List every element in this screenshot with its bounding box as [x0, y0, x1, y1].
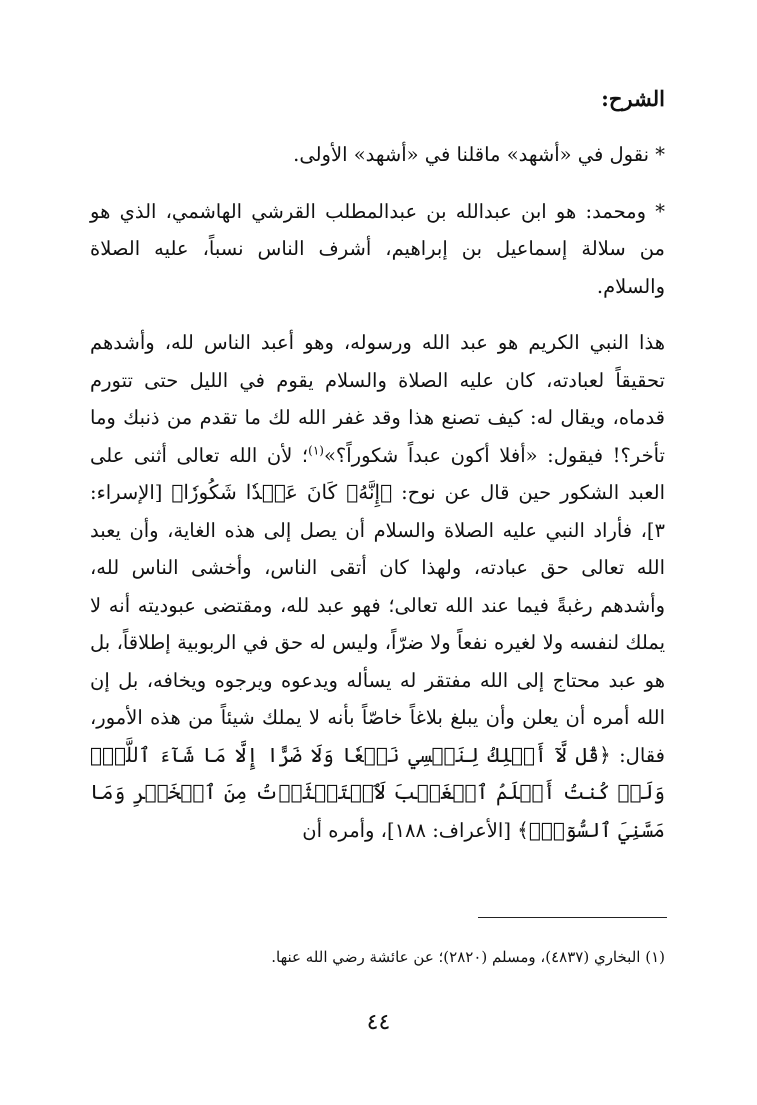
footnote-divider: [478, 917, 667, 918]
main-text: [90, 136, 665, 849]
quran-verse: ﴿إِنَّهُۥ كَانَ عَبۡدٗا شَكُورٗا﴾: [171, 480, 393, 504]
paragraph-muhammad-lineage: * ومحمد: هو ابن عبدالله بن عبدالمطلب القرشي الهاشمي، الذي هو من سلالة إسماعيل بن إبراهيم، أشرف الناس نسباً، عليه الصلاة والسلام.: [90, 199, 665, 298]
footnote: (١) البخاري (٤٨٣٧)، ومسلم (٢٨٢٠)؛ عن عائشة رضي الله عنها.: [271, 948, 665, 966]
paragraph-text: [الأعراف: ١٨٨]، وأمره أن: [302, 818, 511, 842]
paragraph-text: ؛ لأن الله تعالى أثنى على العبد الشكور حين قال عن نوح:: [90, 443, 665, 504]
footnote-reference: (١): [308, 443, 324, 457]
paragraph-ashhad-note: * نقول في «أشهد» ماقلنا في «أشهد» الأولى.: [293, 143, 665, 166]
quran-verse: ﴿قُل لَّآ أَمۡلِكُ لِنَفۡسِي نَفۡعٗا وَلَا ضَرًّا إِلَّا مَا شَآءَ ٱللَّهُۚ وَلَوۡ كُنتُ أَعۡلَمُ ٱلۡغَيۡبَ لَٱسۡتَكۡثَرۡتُ مِنَ ٱلۡخَيۡرِ وَمَا مَسَّنِيَ ٱلسُّوٓءُۚ﴾: [90, 742, 665, 842]
page-number: ٤٤: [366, 1010, 391, 1035]
section-heading: الشرح:: [601, 86, 665, 111]
paragraph-text: هذا النبي الكريم هو عبد الله ورسوله، وهو أعبد الناس لله، وأشدهم تحقيقاً لعبادته، كان عليه الصلاة والسلام يقوم في الليل حتى تتورم قدماه، ويقال له: كيف تصنع هذا وقد غفر الله لك ما تقدم من ذنبك وما تأخر؟! فيقول: «أفلا أكون عبداً شكوراً؟»: [90, 331, 665, 467]
paragraph-text: [الإسراء: ٣]، فأراد النبي عليه الصلاة والسلام أن يصل إلى هذه الغاية، وأن يعبد الله تعالى حق عبادته، ولهذا كان أتقى الناس، وأخشى الناس لله، وأشدهم رغبةً فيما عند الله تعالى؛ فهو عبد لله، ومقتضى عبوديته أنه لا يملك لنفسه ولا لغيره نفعاً ولا ضرّاً، وليس له حق في الربوبية إطلاقاً، بل هو عبد محتاج إلى الله مفتقر له يسأله ويدعوه ويرجوه ويخافه، بل إن الله أمره أن يعلن وأن يبلغ بلاغاً خاصّاً بأنه لا يملك شيئاً من هذه الأمور، فقال:: [90, 481, 665, 767]
paragraph-prophet-servitude: [90, 324, 665, 849]
